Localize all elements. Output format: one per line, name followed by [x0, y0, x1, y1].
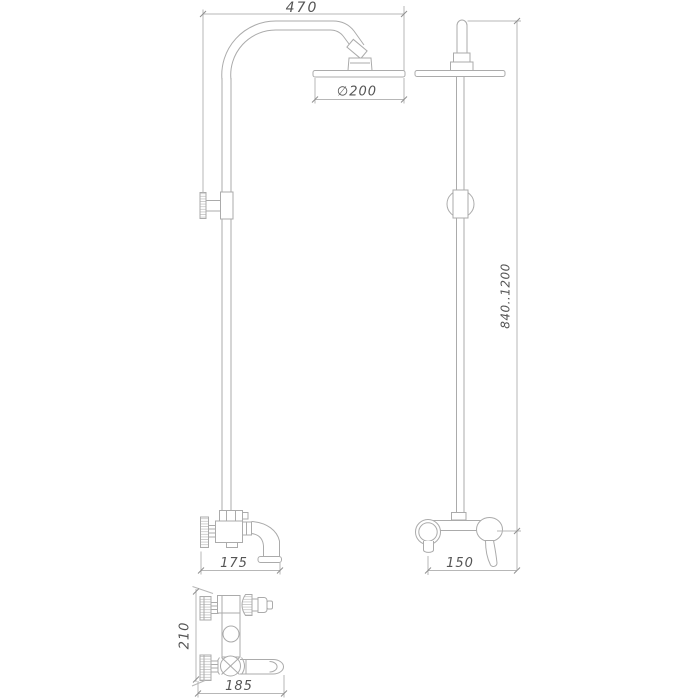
spout-front [243, 522, 282, 563]
wall-bracket [200, 192, 233, 219]
front-view [198, 21, 405, 575]
dim-head-diameter-label: ∅200 [336, 84, 378, 100]
outlet-side [424, 541, 434, 552]
dim-column-height [468, 18, 522, 571]
mixer-wall-flange-front [201, 517, 216, 548]
dim-mixer-width-label: 185 [225, 679, 253, 694]
shower-head-side [415, 71, 505, 77]
mixer-detail-view [178, 587, 288, 698]
detail-spout [240, 660, 284, 675]
diverter-tee-front [220, 511, 249, 522]
dim-mixer-depth [425, 556, 520, 575]
dim-mixer-height-label: 210 [177, 621, 193, 650]
detail-lower-flange [200, 655, 218, 681]
detail-diverter [218, 595, 273, 616]
arm-connector-side [451, 20, 474, 71]
riser-pipe-front [222, 78, 231, 511]
detail-body [222, 613, 240, 657]
dim-mixer-depth-label: 150 [446, 556, 474, 571]
lever-cap-side [477, 518, 503, 542]
riser-pipe-side [457, 77, 465, 513]
dim-spout-reach-label: 175 [220, 556, 248, 571]
slider-knob-side [447, 190, 474, 218]
lever-handle-side [486, 541, 498, 567]
dim-head-diameter [312, 78, 407, 104]
dim-overall-width-label: 470 [285, 0, 319, 16]
mixer-body-front [216, 521, 243, 548]
dim-column-height-label: 840..1200 [498, 263, 513, 329]
detail-upper-flange [200, 597, 218, 621]
side-view [415, 18, 521, 575]
shower-head-front [313, 71, 405, 78]
